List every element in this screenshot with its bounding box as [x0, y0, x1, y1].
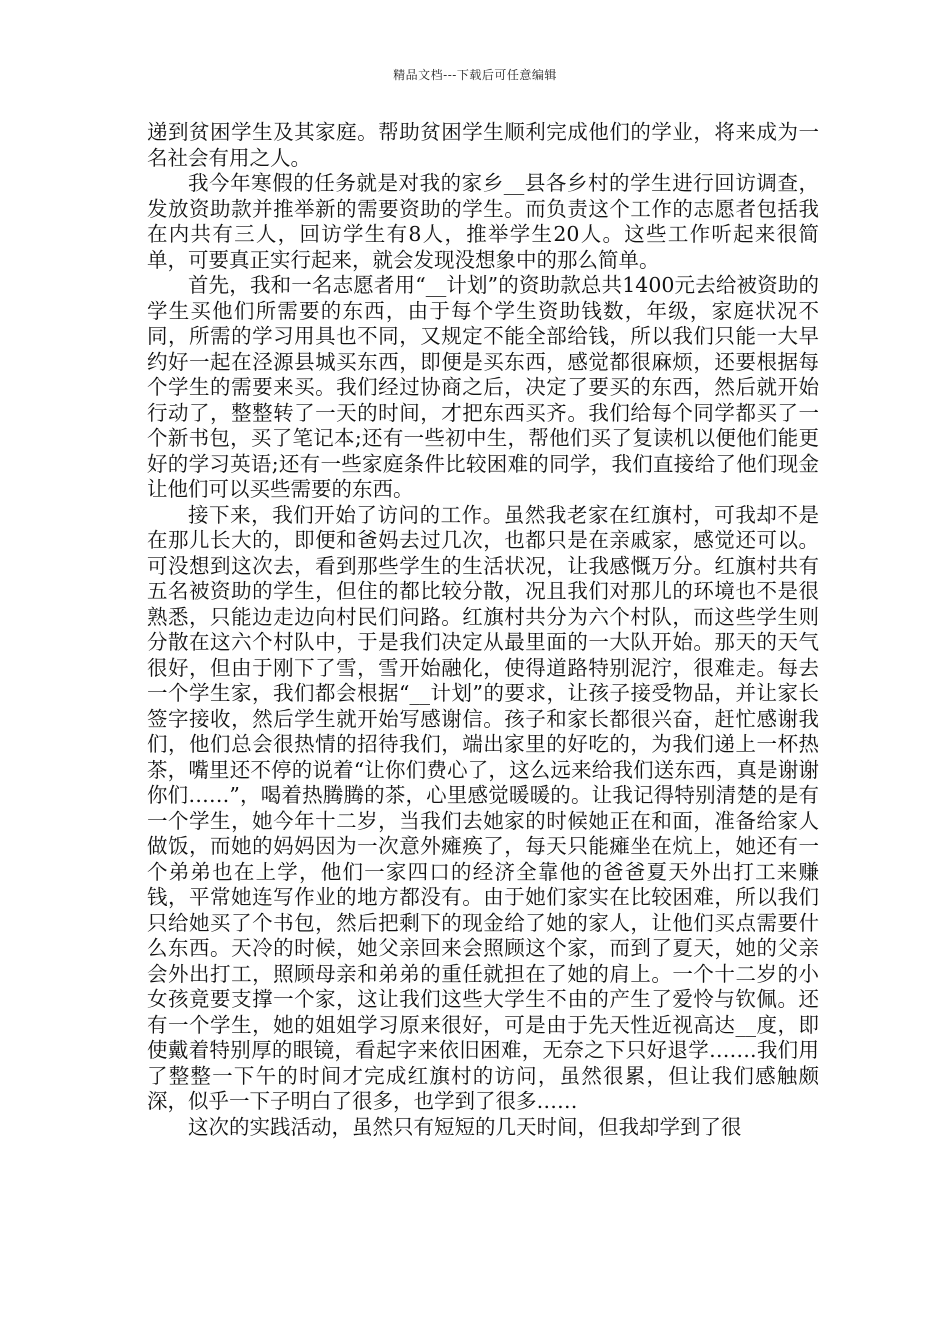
- paragraph-3: 首先，我和一名志愿者用“__计划”的资助款总共1400元去给被资助的学生买他们所需要的东西，由于每个学生资助钱数，年级，家庭状况不同，所需的学习用具也不同，又规定不能全部给钱，所以我们只能一大早约好一起在泾源县城买东西，即便是买东西，感觉都很麻烦，还要根据每个学生的需要来买。我们经过协商之后，决定了要买的东西，然后就开始行动了，整整转了一天的时间，才把东西买齐。我们给每个同学都买了一个新书包，买了笔记本;还有一些初中生，帮他们买了复读机以便他们能更好的学习英语;还有一些家庭条件比较困难的同学，我们直接给了他们现金让他们可以买些需要的东西。: [147, 273, 819, 501]
- document-body: [147, 120, 819, 1140]
- paragraph-2: 我今年寒假的任务就是对我的家乡__县各乡村的学生进行回访调查，发放资助款并推举新的需要资助的学生。而负责这个工作的志愿者包括我在内共有三人，回访学生有8人，推举学生20人。这些工作听起来很简单，可要真正实行起来，就会发现没想象中的那么简单。: [147, 171, 819, 272]
- paragraph-5: 这次的实践活动，虽然只有短短的几天时间，但我却学到了很: [188, 1114, 742, 1139]
- page-header: 精品文档---下载后可任意编辑: [393, 68, 557, 82]
- paragraph-4: 接下来，我们开始了访问的工作。虽然我老家在红旗村，可我却不是在那儿长大的，即便和爸妈去过几次，也都只是在亲戚家，感觉还可以。可没想到这次去，看到那些学生的生活状况，让我感慨万分。红旗村共有五名被资助的学生，但住的都比较分散，况且我们对那儿的环境也不是很熟悉，只能边走边向村民们问路。红旗村共分为六个村队，而这些学生则分散在这六个村队中，于是我们决定从最里面的一大队开始。那天的天气很好，但由于刚下了雪，雪开始融化，使得道路特别泥泞，很难走。每去一个学生家，我们都会根据“__计划”的要求，让孩子接受物品，并让家长签字接收，然后学生就开始写感谢信。孩子和家长都很兴奋，赶忙感谢我们，他们总会很热情的招待我们，端出家里的好吃的，为我们递上一杯热茶，嘴里还不停的说着“让你们费心了，这么远来给我们送东西，真是谢谢你们……”，喝着热腾腾的茶，心里感觉暖暖的。让我记得特别清楚的是有一个学生，她今年十二岁，当我们去她家的时候她正在和面，准备给家人做饭，而她的妈妈因为一次意外瘫痪了，每天只能瘫坐在炕上，她还有一个弟弟也在上学，他们一家四口的经济全靠他的爸爸夏天外出打工来赚钱，平常她连写作业的地方都没有。由于她们家实在比较困难，所以我们只给她买了个书包，然后把剩下的现金给了她的家人，让他们买点需要什么东西。天冷的时候，她父亲回来会照顾这个家，而到了夏天，她的父亲会外出打工，照顾母亲和弟弟的重任就担在了她的肩上。一个十二岁的小女孩竟要支撑一个家，这让我们这些大学生不由的产生了爱怜与钦佩。还有一个学生，她的姐姐学习原来很好，可是由于先天性近视高达__度，即使戴着特别厚的眼镜，看起字来依旧困难，无奈之下只好退学…….我们用了整整一下午的时间才完成红旗村的访问，虽然很累，但让我们感触颇深，似乎一下子明白了很多，也学到了很多……: [147, 502, 819, 1113]
- paragraph-1: 递到贫困学生及其家庭。帮助贫困学生顺利完成他们的学业，将来成为一名社会有用之人。: [147, 120, 819, 170]
